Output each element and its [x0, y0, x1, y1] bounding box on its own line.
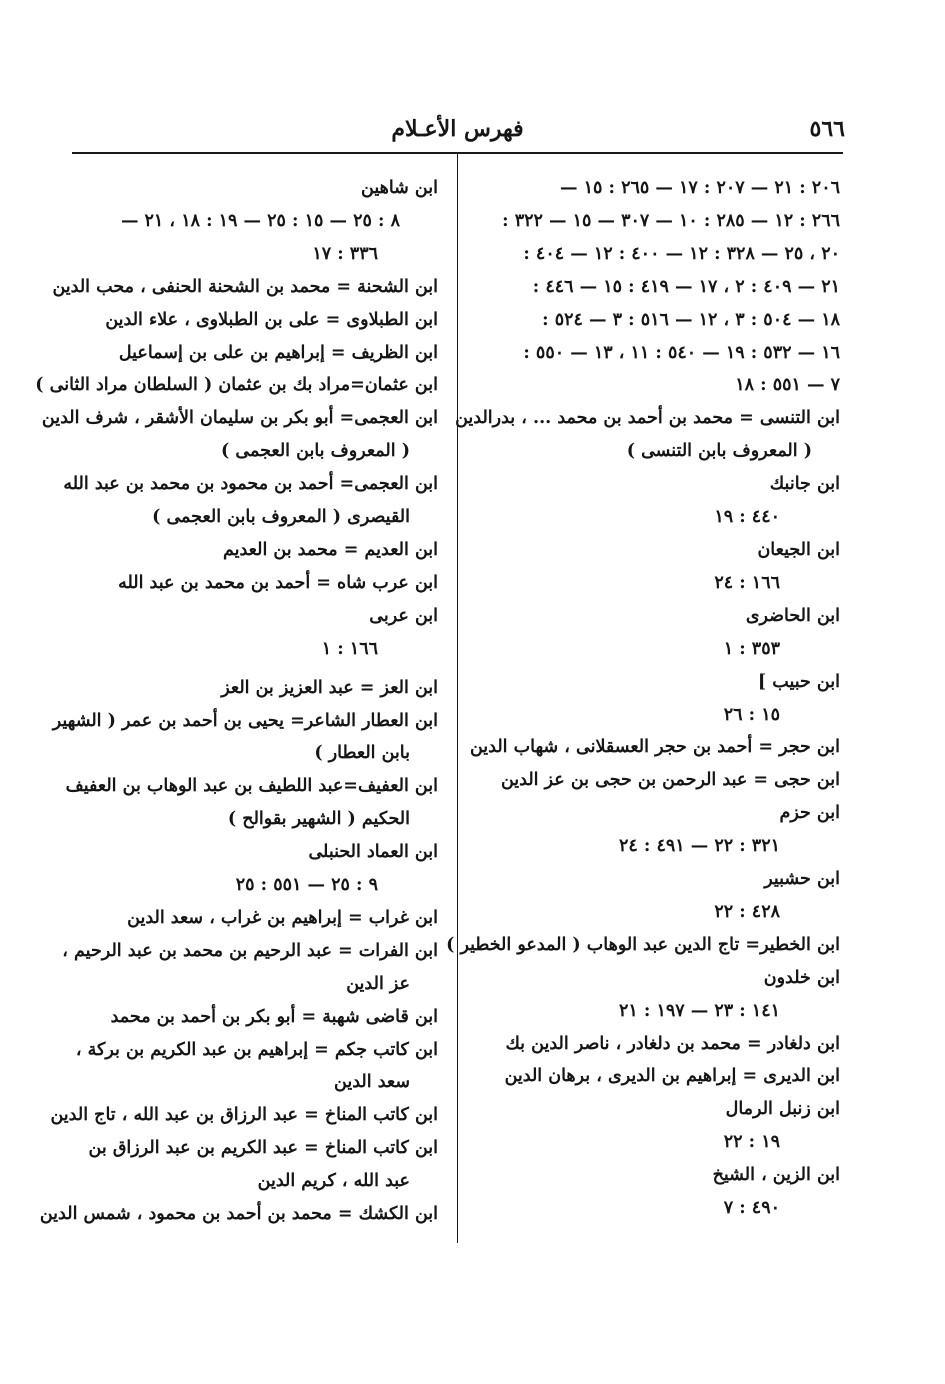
index-entry: ابن قاضى شهبة = أبو بكر بن أحمد بن محمد — [110, 1006, 438, 1027]
index-entry: ابن جانبك — [769, 474, 840, 495]
entry-continuation: عز الدين — [346, 973, 410, 994]
entry-continuation: القيصرى ( المعروف بابن العجمى ) — [152, 507, 410, 528]
index-entry: ابن عرب شاه = أحمد بن محمد بن عبد الله — [118, 572, 438, 593]
index-entry: ابن دلغادر = محمد بن دلغادر ، ناصر الدين بك — [505, 1033, 840, 1054]
index-entry: ابن خلدون — [763, 967, 840, 988]
page-reference: ١٦٦ : ٢٤ — [714, 572, 780, 593]
page-reference: ٨ : ٢٥ — ١٥ : ٢٥ — ١٩ : ١٨ ، ٢١ — — [120, 210, 400, 231]
page-reference: ٣٣٦ : ١٧ — [312, 243, 378, 264]
index-entry: ابن التنسى = محمد بن أحمد بن محمد ... ، بدرالدين — [455, 408, 840, 429]
index-entry: ابن الشحنة = محمد بن الشحنة الحنفى ، محب الدين — [52, 276, 438, 297]
index-entry: ابن العطار الشاعر= يحيى بن أحمد بن عمر ( الشهير — [52, 710, 438, 731]
page-reference: ٩ : ٢٥ — ٥٥١ : ٢٥ — [235, 875, 378, 896]
page-reference: ١٥ : ٢٦ — [723, 704, 780, 725]
index-entry: ابن الطبلاوى = على بن الطبلاوى ، علاء الدين — [105, 309, 438, 330]
index-entry: ابن الزين ، الشيخ — [712, 1165, 840, 1186]
column-divider — [457, 153, 458, 1243]
page-reference: ٤٩٠ : ٧ — [723, 1198, 780, 1219]
index-entry: ابن الخطير= تاج الدين عبد الوهاب ( المدعو الخطير ) — [446, 934, 840, 955]
index-entry: ابن حشبير — [764, 869, 840, 890]
index-entry: ابن الديرى = إبراهيم بن الديرى ، برهان الدين — [504, 1066, 840, 1087]
page-reference: ١٦ — ٥٣٢ : ١٩ — ٥٤٠ : ١١ ، ١٣ — ٥٥٠ : — [523, 342, 840, 363]
index-entry: ابن عربى — [369, 605, 438, 626]
page-reference: ٢٠ ، ٢٥ — ٣٢٨ : ١٢ — ٤٠٠ : ١٢ — ٤٠٤ : — [523, 243, 840, 264]
index-entry: ابن كاتب جكم = إبراهيم بن عبد الكريم بن بركة ، — [75, 1039, 438, 1060]
page-reference: ٤٤٠ : ١٩ — [714, 507, 780, 528]
index-entry: ابن كاتب المناخ = عبد الرزاق بن عبد الله ، تاج الدين — [50, 1105, 438, 1126]
index-entry: ابن حجر = أحمد بن حجر العسقلانى ، شهاب الدين — [469, 737, 840, 758]
index-entry: ابن الفرات = عبد الرحيم بن محمد بن عبد الرحيم ، — [62, 940, 438, 961]
section-title: فهرس الأعـلام — [391, 116, 524, 142]
page-reference: ١٦٦ : ١ — [321, 638, 378, 659]
right-column — [446, 172, 840, 1225]
index-entry: ابن الحاضرى — [745, 605, 840, 626]
page-reference: ٣٢١ : ٢٢ — ٤٩١ : ٢٤ — [618, 836, 780, 857]
index-entry: ابن العفيف=عبد اللطيف بن عبد الوهاب بن العفيف — [65, 776, 438, 797]
page-number: ٥٦٦ — [809, 116, 845, 142]
index-entry: ابن حجى = عبد الرحمن بن حجى بن عز الدين — [500, 770, 840, 791]
page-reference: ١٨ — ٥٠٤ : ٣ ، ١٢ — ٥١٦ : ٣ — ٥٢٤ : — [542, 309, 840, 330]
index-entry: ابن العديم = محمد بن العديم — [222, 539, 438, 560]
index-entry: ابن حزم — [779, 803, 840, 824]
index-entry: ابن العز = عبد العزيز بن العز — [221, 677, 438, 698]
index-entry: ابن كاتب المناخ = عبد الكريم بن عبد الرزاق بن — [88, 1138, 438, 1159]
index-entry: ابن الظريف = إبراهيم بن على بن إسماعيل — [118, 342, 438, 363]
index-entry: ابن عثمان=مراد بك بن عثمان ( السلطان مراد الثانى ) — [35, 375, 438, 396]
index-entry: ابن العجمى= أبو بكر بن سليمان الأشقر ، شرف الدين — [41, 408, 438, 429]
entry-continuation: الحكيم ( الشهير بقوالح ) — [227, 809, 410, 830]
left-column — [35, 172, 438, 1231]
running-head — [70, 112, 845, 152]
page-reference: ٢٦٦ : ١٢ — ٢٨٥ : ١٠ — ٣٠٧ — ١٥ — ٣٢٢ : — [502, 210, 840, 231]
page-reference: ٣٥٣ : ١ — [723, 638, 780, 659]
index-entry: ابن الكشك = محمد بن أحمد بن محمود ، شمس الدين — [39, 1204, 438, 1225]
page-reference: ١٩ : ٢٢ — [723, 1132, 780, 1153]
index-entry: ابن زنبل الرمال — [725, 1099, 840, 1120]
index-entry: ابن العماد الحنبلى — [308, 842, 438, 863]
page-reference: ٢٠٦ : ٢١ — ٢٠٧ : ١٧ — ٢٦٥ : ١٥ — — [560, 178, 840, 198]
page-reference: ٤٢٨ : ٢٢ — [714, 901, 780, 922]
entry-continuation: ( المعروف بابن التنسى ) — [626, 441, 812, 462]
index-entry: ابن غراب = إبراهيم بن غراب ، سعد الدين — [127, 907, 438, 928]
page-reference: ١٤١ : ٢٣ — ١٩٧ : ٢١ — [618, 1000, 780, 1021]
page-reference: ٧ — ٥٥١ : ١٨ — [735, 375, 840, 396]
index-entry: ابن الجيعان — [757, 539, 840, 560]
entry-continuation: ( المعروف بابن العجمى ) — [221, 441, 410, 462]
index-entry: ابن حبيب ] — [757, 671, 840, 692]
entry-continuation: سعد الدين — [334, 1072, 410, 1093]
entry-continuation: بابن العطار ) — [314, 743, 410, 764]
index-entry: ابن شاهين — [361, 178, 438, 198]
entry-continuation: عبد الله ، كريم الدين — [257, 1171, 410, 1192]
page-reference: ٢١ — ٤٠٩ : ٢ ، ١٧ — ٤١٩ : ١٥ — ٤٤٦ : — [532, 276, 840, 297]
index-entry: ابن العجمى= أحمد بن محمود بن محمد بن عبد الله — [63, 474, 438, 495]
